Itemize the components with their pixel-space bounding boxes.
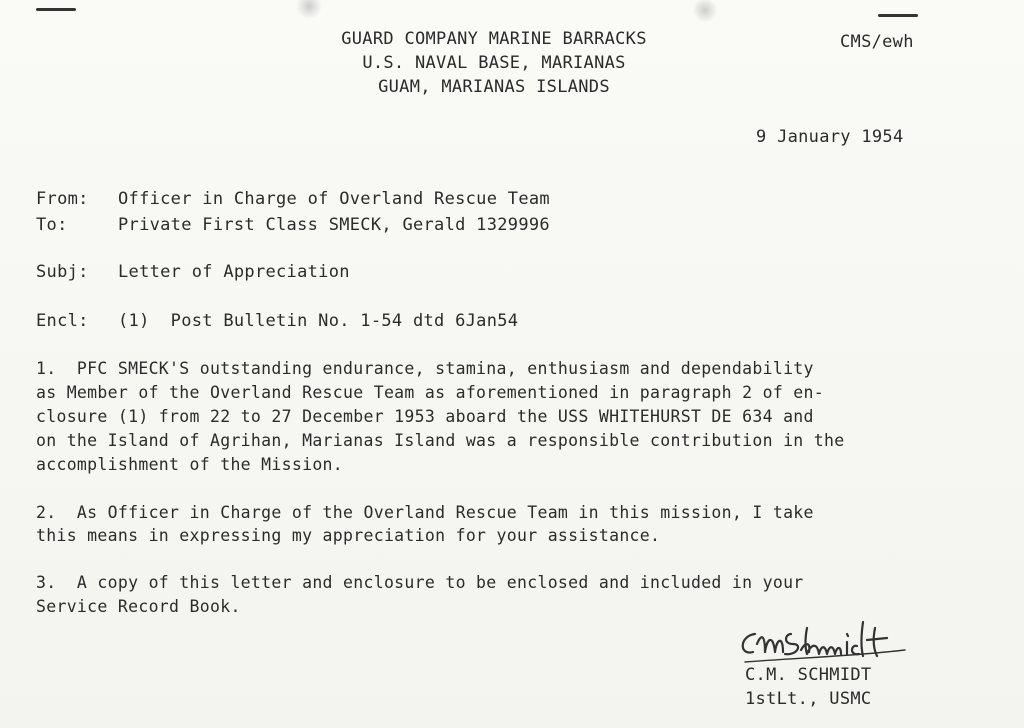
subject-label: Subj:: [36, 262, 89, 282]
to-value: Private First Class SMECK, Gerald 1329996: [118, 215, 550, 235]
hole-punch-smudge: [692, 0, 718, 22]
top-left-mark: [36, 8, 76, 11]
paragraph-1-line: as Member of the Overland Rescue Team as aforementioned in paragraph 2 of en-: [36, 383, 825, 402]
paragraph-2-line: this means in expressing my appreciation for your assistance.: [36, 526, 661, 545]
paragraph-1-line: accomplishment of the Mission.: [36, 455, 344, 474]
paragraph-3-line: Service Record Book.: [36, 597, 241, 616]
paragraph-2-line: 2. As Officer in Charge of the Overland Rescue Team in this mission, I take: [36, 503, 814, 522]
enclosure-value: (1) Post Bulletin No. 1-54 dtd 6Jan54: [118, 311, 519, 331]
letterhead-line-1: GUARD COMPANY MARINE BARRACKS: [341, 29, 647, 49]
hole-punch-smudge: [295, 0, 323, 18]
signer-name: C.M. SCHMIDT: [745, 665, 872, 685]
letter-date: 9 January 1954: [756, 127, 904, 147]
from-value: Officer in Charge of Overland Rescue Team: [118, 189, 550, 209]
letterhead-line-2: U.S. NAVAL BASE, MARIANAS: [362, 53, 626, 73]
enclosure-label: Encl:: [36, 311, 89, 331]
handwritten-signature: [735, 612, 925, 672]
paragraph-1-line: on the Island of Agrihan, Marianas Island was a responsible contribution in the: [36, 431, 845, 450]
subject-value: Letter of Appreciation: [118, 262, 350, 282]
reference-initials: CMS/ewh: [840, 32, 914, 52]
paragraph-3-line: 3. A copy of this letter and enclosure to be enclosed and included in your: [36, 573, 804, 592]
paragraph-1-line: 1. PFC SMECK'S outstanding endurance, stamina, enthusiasm and dependability: [36, 359, 814, 378]
paragraph-1-line: closure (1) from 22 to 27 December 1953 aboard the USS WHITEHURST DE 634 and: [36, 407, 814, 426]
top-right-mark: [878, 14, 918, 17]
signer-rank: 1stLt., USMC: [745, 689, 872, 709]
from-label: From:: [36, 189, 89, 209]
letterhead-line-3: GUAM, MARIANAS ISLANDS: [378, 77, 610, 97]
to-label: To:: [36, 215, 68, 235]
